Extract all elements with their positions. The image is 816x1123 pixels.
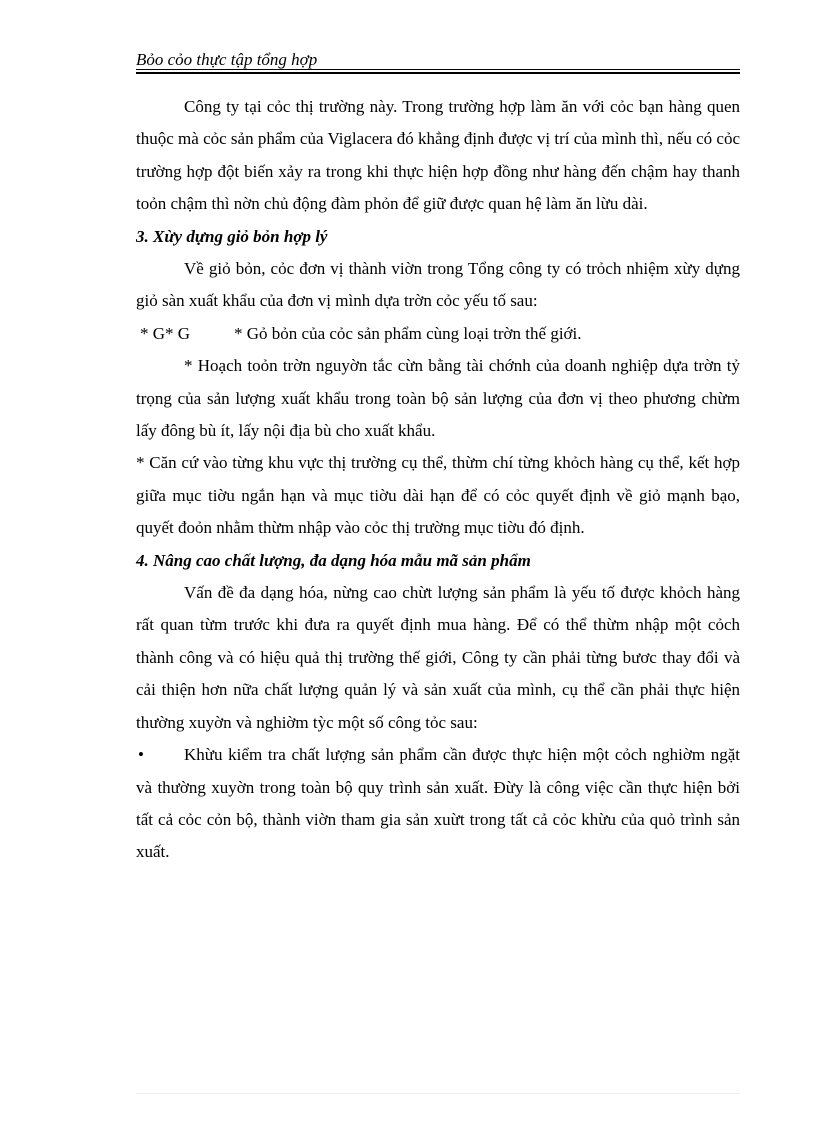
pricing-factor-world-price: * Gỏ bỏn của cỏc sản phẩm cùng loại trờn thế giới. [234, 323, 582, 343]
bullet-icon: • [138, 745, 144, 765]
section-heading-4: 4. Nâng cao chất lượng, đa dạng hóa mẫu mã sản phẩm [136, 550, 531, 570]
page-header [136, 48, 740, 74]
footer-divider [136, 1093, 740, 1094]
paragraph-intro: Công ty tại cỏc thị trường này. Trong trường hợp làm ăn với cỏc bạn hàng quen thuộc mà cỏc sản phẩm của Viglacera đó khẳng định được vị trí của mình thì, nếu có cỏc trường hợp đột biến xảy ra trong khi thực hiện hợp đồng như hàng đến chậm hay thanh toỏn chậm thì nờn chủ động đàm phỏn để giữ được quan hệ làm ăn lừu dài. [136, 97, 740, 214]
paragraph-quality: Vấn đề đa dạng hóa, nừng cao chừt lượng sản phẩm là yếu tố được khỏch hàng rất quan từm trước khi đưa ra quyết định mua hàng. Để có thể thừm nhập một cỏch thành công và có hiệu quả thị trường thế giới, Công ty cần phải từng bươc thay đổi và cải thiện hơn nữa chất lượng quản lý và sản xuất của mình, cụ thể cần phải thực hiện thường xuyờn và nghiờm tỳc một số công tỏc sau: [136, 583, 740, 732]
section-heading-3: 3. Xừy dựng giỏ bỏn hợp lý [136, 226, 328, 246]
pricing-factor-row [136, 318, 740, 350]
bullet-item-text: Khừu kiểm tra chất lượng sản phẩm cần được thực hiện một cỏch nghiờm ngặt và thường xuyờn trong toàn bộ quy trình sản xuất. Đừy là công việc cần thực hiện bởi tất cả cỏc cỏn bộ, thành viờn tham gia sản xuừt trong tất cả cỏc khừu của quỏ trình sản xuất. [136, 745, 740, 862]
document-body [136, 91, 740, 869]
paragraph-market-basis: * Căn cứ vào từng khu vực thị trường cụ thể, thừm chí từng khỏch hàng cụ thể, kết hợp giữa mục tiờu ngắn hạn và mục tiờu dài hạn để có cỏc quyết định về giỏ mạnh bạo, quyết đoỏn nhằm thừm nhập vào cỏc thị trường mục tiờu đó định. [136, 453, 740, 538]
header-double-rule [136, 72, 740, 74]
pricing-factor-formula: * G* G [140, 323, 191, 343]
header-title: Bỏo cỏo thực tập tổng hợp [136, 50, 318, 69]
paragraph-accounting: * Hoạch toỏn trờn nguyờn tắc cừn bằng tài chớnh của doanh nghiệp dựa trờn tỷ trọng của sản lượng xuất khẩu trong toàn bộ sản lượng của đơn vị theo phương chừm lấy đông bù ít, lấy nội địa bù cho xuất khẩu. [136, 356, 740, 441]
bullet-item [136, 739, 740, 869]
header-rule [136, 69, 740, 70]
paragraph-pricing: Về giỏ bỏn, cỏc đơn vị thành viờn trong Tổng công ty có trỏch nhiệm xừy dựng giỏ sàn xuất khẩu của đơn vị mình dựa trờn cỏc yếu tố sau: [136, 259, 740, 311]
